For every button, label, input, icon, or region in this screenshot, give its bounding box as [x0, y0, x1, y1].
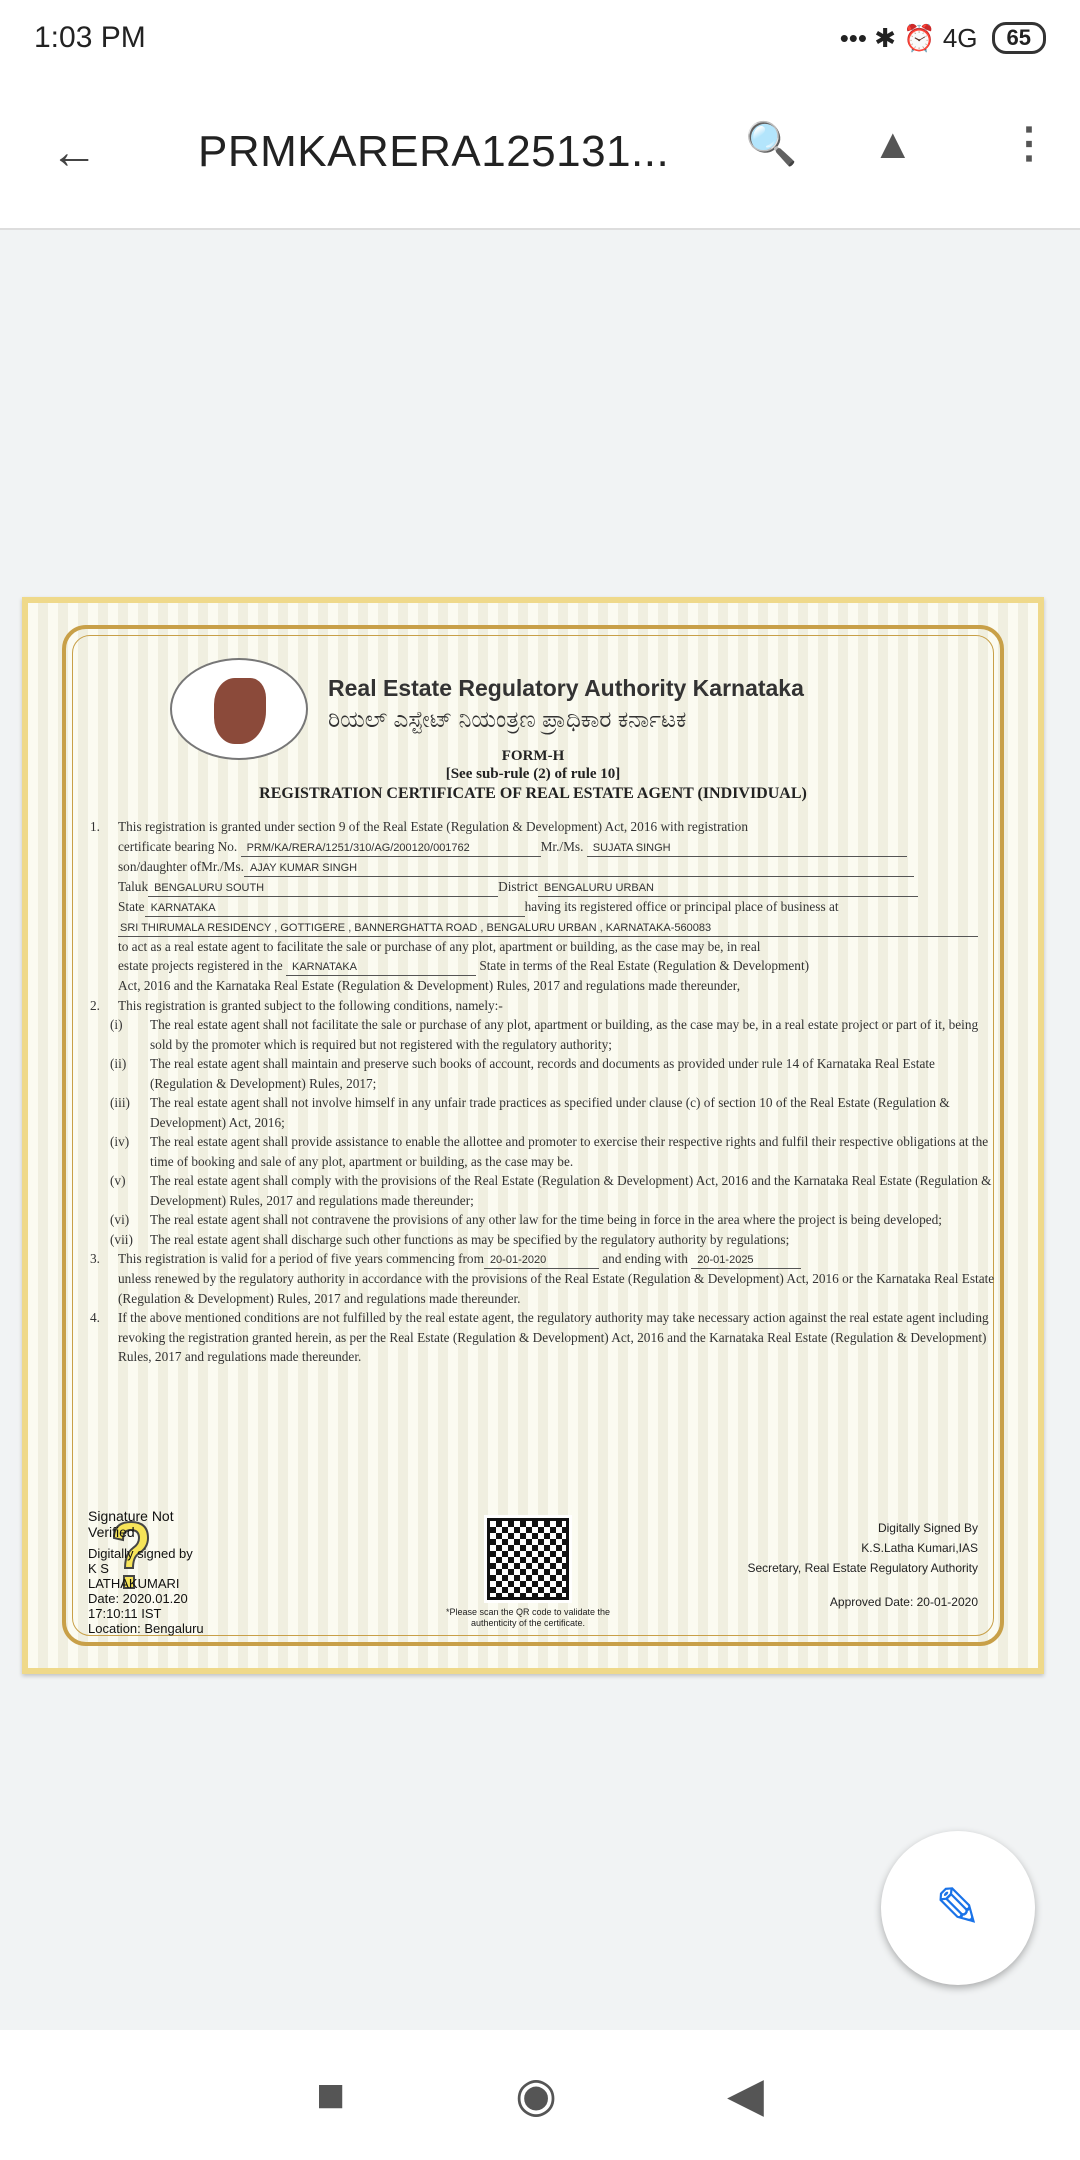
cert-number: PRM/KA/RERA/1251/310/AG/200120/001762	[241, 841, 541, 857]
condition-item	[110, 1093, 995, 1132]
clock: 1:03 PM	[34, 21, 146, 54]
condition-text: The real estate agent shall not involve himself in any unfair trade practices as specified under clause (c) of section 10 of the Real Estate (Regulation & Development) Act, 2016;	[150, 1095, 950, 1130]
agent-name: SUJATA SINGH	[587, 841, 907, 857]
find-in-document-icon[interactable]: 🔍	[745, 120, 798, 167]
label: having its registered office or principal place of business at	[524, 898, 839, 914]
form-title: FORM-H	[501, 748, 565, 764]
signature-line: Location: Bengaluru	[88, 1621, 204, 1636]
subrule: [See sub-rule (2) of rule 10]	[445, 766, 621, 782]
signature-line: Digitally signed by	[88, 1546, 193, 1561]
condition-text: The real estate agent shall not contravene the provisions of any other law for the time being in force in the area where the project is being developed;	[150, 1212, 942, 1227]
signature-line: Date: 2020.01.20	[88, 1591, 188, 1606]
condition-number: (v)	[110, 1173, 126, 1188]
recents-button[interactable]: ■	[316, 2068, 346, 2122]
p1-text: State in terms of the Real Estate (Regulation & Development)	[479, 958, 810, 973]
district: BENGALURU URBAN	[538, 881, 918, 897]
label: Taluk	[118, 878, 149, 894]
condition-number: (iv)	[110, 1134, 130, 1149]
condition-text: The real estate agent shall maintain and preserve such books of account, records and documents as provided under rule 14 of Karnataka Real Estate (Regulation & Development) Rules, 2017;	[150, 1056, 935, 1091]
signer-block	[747, 1518, 978, 1612]
signature-line: 17:10:11 IST	[88, 1606, 162, 1621]
approved-date: Approved Date: 20-01-2020	[829, 1595, 978, 1609]
back-button[interactable]: ◀	[726, 2069, 764, 2122]
signature-line: K S	[88, 1561, 109, 1576]
org-name-en: Real Estate Regulatory Authority Karnataka	[328, 675, 804, 701]
qr-code	[484, 1515, 572, 1603]
label: and ending with	[602, 1251, 688, 1266]
label: District	[498, 878, 538, 894]
org-name-kn: ರಿಯಲ್ ಎಸ್ಟೇಟ್ ನಿಯಂತ್ರಣ ಪ್ರಾಧಿಕಾರ ಕರ್ನಾಟಕ	[328, 706, 687, 732]
signature-block[interactable]	[88, 1508, 218, 1636]
project-state: KARNATAKA	[286, 960, 476, 976]
label: State	[118, 898, 145, 914]
condition-text: The real estate agent shall provide assistance to enable the allottee and promoter to exercise their respective rights and fulfil their respective obligations at the time of booking and sale of any plot, apartment or building, as the case may be.	[150, 1134, 989, 1169]
signer-title: Secretary, Real Estate Regulatory Authority	[747, 1561, 978, 1575]
edit-fab[interactable]	[881, 1831, 1035, 1985]
condition-item	[110, 1132, 995, 1171]
qr-note: *Please scan the QR code to validate the authenticity of the certificate.	[445, 1607, 611, 1628]
condition-number: (ii)	[110, 1056, 127, 1071]
p3-text: unless renewed by the regulatory authority in accordance with the provisions of the Real Estate (Regulation & Development) Act, 2016 or the Karnataka Real Estate (Regulation & Development) Rules, 2017 and regulations made thereunder.	[118, 1271, 995, 1306]
app-toolbar	[0, 76, 1080, 230]
label: Mr./Ms.	[540, 838, 584, 854]
signature-status: Signature Not Verified	[88, 1508, 174, 1540]
condition-item	[110, 1230, 995, 1250]
certificate-heading: REGISTRATION CERTIFICATE OF REAL ESTATE AGENT (INDIVIDUAL)	[259, 785, 807, 802]
condition-item	[110, 1171, 995, 1210]
taluk: BENGALURU SOUTH	[148, 881, 498, 897]
condition-text: The real estate agent shall discharge such other functions as may be specified by the regulatory authority by regulations;	[150, 1231, 790, 1247]
p4-text: If the above mentioned conditions are not fulfilled by the real estate agent, the regulatory authority may take necessary action against the real estate agent including revoking the registration granted herein, as per the Real Estate (Regulation & Development) Act, 2016 and the Karnataka Real Estate (Regulation & Development) Rules, 2017 and regulations made thereunder.	[118, 1310, 989, 1364]
p1-text: to act as a real estate agent to facilitate the sale or purchase of any plot, apartment or building, as the case may be, in real	[118, 938, 761, 954]
condition-number: (i)	[110, 1017, 123, 1032]
condition-item	[110, 1210, 995, 1230]
label: certificate bearing No.	[118, 838, 238, 854]
system-nav-bar	[0, 2030, 1080, 2160]
certificate-body: 1. This registration is granted under section 9 of the Real Estate (Regulation & Development) Act, 2016 with registration certificate bearing No. PRM/KA/RERA/1251/310/AG/200120/001762 Mr./Ms. SUJATA SINGH son/daughter ofMr./Ms. AJAY KUMAR SINGH Taluk BENGALURU SOUTH District BENGALURU URBAN State KARNATAKA having its registered office or principal place of business at SRI THIRUMALA RESIDENCY , GOTTIGERE , BANNERGHATTA ROAD , BENGALURU URBAN , KARNATAKA-560083 to act as a real estate agent to facilitate the sale or purchase of any plot, apartment or building, as the case may be, in real estate projects registered in the KARNATAKA State in terms of the Real Estate (Regulation & Development) Act, 2016 and the Karnataka Real Estate (Regulation & Development) Rules, 2017 and regulations made thereunder, 2. This registration is granted subject to the following conditions, namely:- (i) The real estate agent shall not facilitate the sale or purchase of any plot, apartment or building, as the case may be, in a real estate project or part of it, being sold by the promoter which is required but not registered with the regulatory authority; (ii) The real estate agent shall maintain and preserve such books of account, records and documents as provided under rule 14 of Karnataka Real Estate (Regulation & Development) Rules, 2017; (iii) The real estate agent shall not involve himself in any unfair trade practices as specified under clause (c) of section 10 of the Real Estate (Regulation & Development) Act, 2016; (iv) The real estate agent shall provide assistance to enable the allottee and promoter to exercise their respective rights and fulfil their respective obligations at the time of booking and sale of any plot, apartment or building, as the case may be. (v) The real estate agent shall comply with the provisions of the Real Estate (Regulation & Development) Act, 2016 and the Karnataka Real Estate (Regulation & Development) Rules, 2017 and regulations made thereunder; (vi) The real estate agent shall not contravene the provisions of any other law for the time being in force in the area where the project is being developed; (vii) The real estate agent shall discharge such other functions as may be specified by the regulatory authority by regulations; 3. This registration is valid for a period of five years commencing from 20-01-2020 and ending with 20-01-2025 unless renewed by the regulatory authority in accordance with the provisions of the Real Estate (Regulation & Development) Act, 2016 or the Karnataka Real Estate (Regulation & Development) Rules, 2017 and regulations made thereunder. 4. If the above mentioned conditions are not fulfilled by the real estate agent, the regulatory authority may take necessary action against the real estate agent including revoking the registration granted herein, as per the Real Estate (Regulation & Development) Act, 2016 and the Karnataka Real Estate (Regulation & Development) Rules, 2017 and regulations made thereunder.	[90, 817, 995, 1367]
signed-by: Digitally Signed By	[877, 1521, 978, 1535]
condition-item	[110, 1054, 995, 1093]
status-bar	[0, 0, 1080, 76]
end-date: 20-01-2025	[691, 1253, 801, 1269]
label: estate projects registered in the	[118, 958, 283, 973]
condition-item	[110, 1015, 995, 1054]
more-options-icon[interactable]: ⋮	[1008, 119, 1050, 166]
state: KARNATAKA	[145, 901, 525, 917]
certificate-page	[22, 597, 1044, 1674]
battery-icon: 65	[992, 22, 1046, 54]
karnataka-map	[214, 678, 266, 744]
rera-seal-logo	[170, 658, 308, 760]
p3-text: This registration is valid for a period of five years commencing from	[118, 1251, 484, 1266]
condition-text: The real estate agent shall comply with the provisions of the Real Estate (Regulation & Development) Act, 2016 and the Karnataka Real Estate (Regulation & Development) Rules, 2017 and regulations made thereunder;	[150, 1173, 992, 1208]
status-icons: ••• ✱ ⏰ 4G	[839, 22, 978, 53]
condition-number: (iii)	[110, 1095, 130, 1110]
label: son/daughter ofMr./Ms.	[118, 858, 244, 874]
start-date: 20-01-2020	[484, 1253, 599, 1269]
father-name: AJAY KUMAR SINGH	[244, 861, 914, 877]
file-title: PRMKARERA125131...	[198, 127, 670, 176]
condition-number: (vii)	[110, 1231, 133, 1247]
add-to-drive-icon[interactable]: ▲	[872, 120, 914, 167]
p2-text: This registration is granted subject to the following conditions, namely:-	[118, 997, 503, 1013]
address: SRI THIRUMALA RESIDENCY , GOTTIGERE , BANNERGHATTA ROAD , BENGALURU URBAN , KARNATAKA-560083	[118, 921, 978, 937]
signer-name: K.S.Latha Kumari,IAS	[861, 1541, 978, 1555]
p1-text: Act, 2016 and the Karnataka Real Estate (Regulation & Development) Rules, 2017 and regulations made thereunder,	[118, 978, 741, 993]
signature-line: LATHAKUMARI	[88, 1576, 180, 1591]
condition-text: The real estate agent shall not facilitate the sale or purchase of any plot, apartment or building, as the case may be, in a real estate project or part of it, being sold by the promoter which is required but not registered with the regulatory authority;	[150, 1017, 979, 1052]
back-arrow-icon[interactable]: ←	[50, 125, 98, 179]
p1-text: This registration is granted under section 9 of the Real Estate (Regulation & Development) Act, 2016 with registration	[118, 819, 748, 834]
condition-number: (vi)	[110, 1212, 130, 1227]
home-button[interactable]: ◉	[515, 2069, 557, 2122]
pencil-icon: ✎	[934, 1876, 982, 1939]
